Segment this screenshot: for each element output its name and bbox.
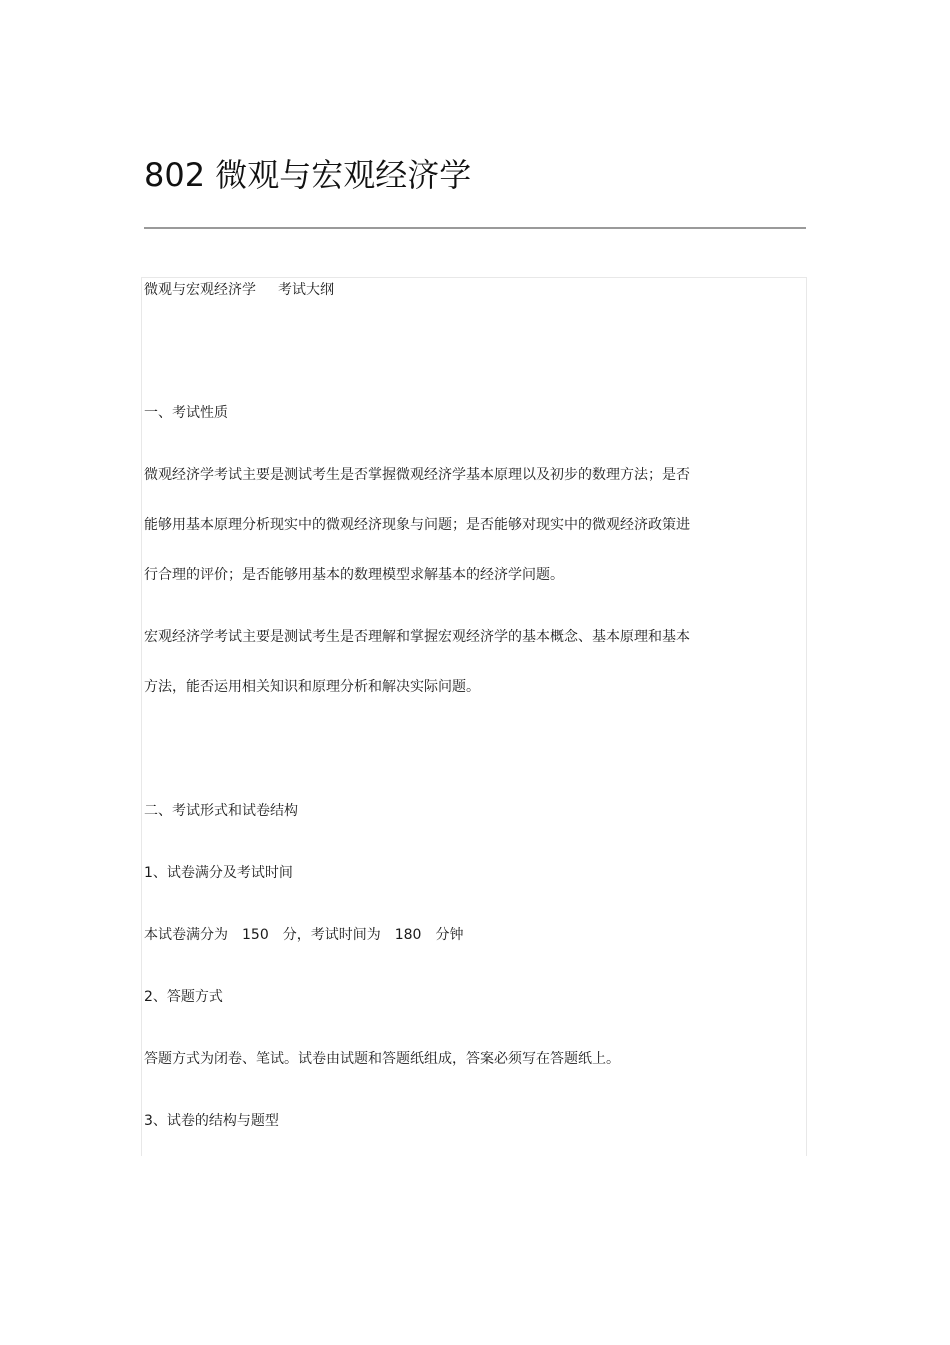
- panel-heading: [144, 281, 334, 299]
- section-heading-1: 一、考试性质: [144, 405, 228, 421]
- section-heading-2: 二、考试形式和试卷结构: [144, 803, 298, 819]
- item-1-heading: 1、试卷满分及考试时间: [144, 865, 293, 881]
- item-2-text: 答题方式为闭卷、笔试。试卷由试题和答题纸组成，答案必须写在答题纸上。: [144, 1051, 620, 1067]
- content-panel: [141, 277, 807, 1156]
- paragraph-1-line-3: 行合理的评价；是否能够用基本的数理模型求解基本的经济学问题。: [144, 567, 564, 583]
- item-2-heading: 2、答题方式: [144, 989, 223, 1005]
- paragraph-2-line-2: 方法，能否运用相关知识和原理分析和解决实际问题。: [144, 679, 480, 695]
- item-1-text: 本试卷满分为 150 分，考试时间为 180 分钟: [144, 927, 464, 943]
- paragraph-1-line-2: 能够用基本原理分析现实中的微观经济现象与问题；是否能够对现实中的微观经济政策进: [144, 517, 690, 533]
- paragraph-1-line-1: 微观经济学考试主要是测试考生是否掌握微观经济学基本原理以及初步的数理方法；是否: [144, 467, 690, 483]
- heading-outline: 考试大纲: [278, 282, 334, 298]
- item-3-heading: 3、试卷的结构与题型: [144, 1113, 279, 1129]
- heading-subject: 微观与宏观经济学: [144, 282, 256, 298]
- title-divider: [144, 227, 806, 229]
- paragraph-2-line-1: 宏观经济学考试主要是测试考生是否理解和掌握宏观经济学的基本概念、基本原理和基本: [144, 629, 690, 645]
- page-title: 802 微观与宏观经济学: [144, 156, 472, 194]
